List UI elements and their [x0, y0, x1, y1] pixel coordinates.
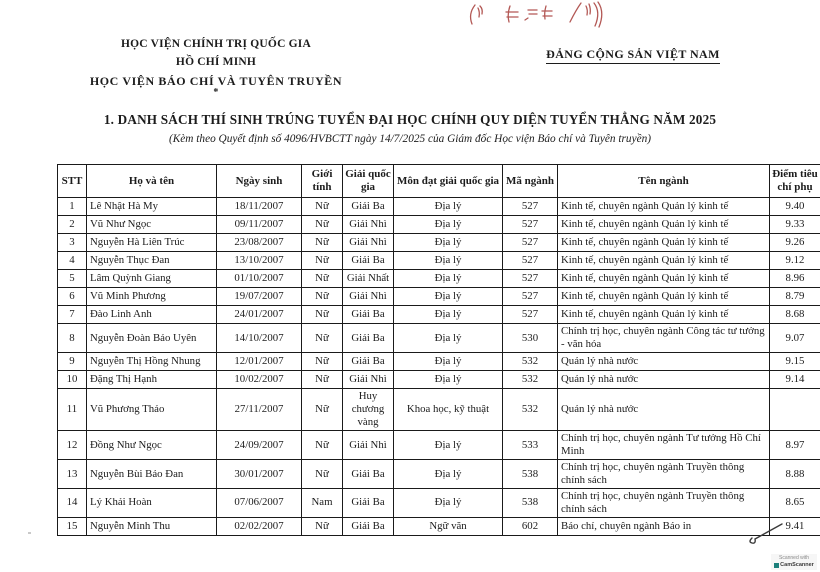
scan-speck	[28, 532, 31, 534]
cell-r12-c4: Giải Nhì	[343, 431, 394, 460]
cell-r2-c5: Địa lý	[394, 216, 503, 234]
cell-r8-c6: 530	[503, 324, 558, 353]
cell-r3-c2: 23/08/2007	[217, 234, 302, 252]
cell-r12-c5: Địa lý	[394, 431, 503, 460]
cell-r1-c2: 18/11/2007	[217, 198, 302, 216]
cell-r5-c5: Địa lý	[394, 270, 503, 288]
cell-r12-c6: 533	[503, 431, 558, 460]
cell-r14-c1: Lý Khải Hoàn	[87, 488, 217, 517]
cell-r9-c1: Nguyễn Thị Hồng Nhung	[87, 353, 217, 371]
cell-r6-c4: Giải Nhì	[343, 288, 394, 306]
column-header-7: Tên ngành	[558, 165, 770, 198]
cell-r3-c4: Giải Nhì	[343, 234, 394, 252]
table-header	[58, 165, 820, 198]
cell-r8-c0: 8	[58, 324, 87, 353]
cell-r8-c7: Chính trị học, chuyên ngành Công tác tư tưởng - văn hóa	[558, 324, 770, 353]
cell-r4-c7: Kinh tế, chuyên ngành Quản lý kinh tế	[558, 252, 770, 270]
table-row	[58, 324, 820, 353]
cell-r10-c6: 532	[503, 371, 558, 389]
cell-r4-c6: 527	[503, 252, 558, 270]
cell-r2-c6: 527	[503, 216, 558, 234]
cell-r13-c7: Chính trị học, chuyên ngành Truyền thông chính sách	[558, 460, 770, 489]
cell-r6-c6: 527	[503, 288, 558, 306]
cell-r9-c4: Giải Ba	[343, 353, 394, 371]
cell-r3-c1: Nguyễn Hà Liên Trúc	[87, 234, 217, 252]
cell-r11-c6: 532	[503, 389, 558, 431]
watermark-brand: CamScanner	[780, 561, 814, 568]
cell-r11-c5: Khoa học, kỹ thuật	[394, 389, 503, 431]
cell-r11-c8	[770, 389, 820, 431]
table-row	[58, 198, 820, 216]
org-star-separator: *	[213, 87, 219, 99]
cell-r9-c8: 9.15	[770, 353, 820, 371]
cell-r12-c0: 12	[58, 431, 87, 460]
cell-r8-c5: Địa lý	[394, 324, 503, 353]
column-header-5: Môn đạt giải quốc gia	[394, 165, 503, 198]
cell-r13-c0: 13	[58, 460, 87, 489]
table-body	[58, 198, 820, 535]
cell-r7-c0: 7	[58, 306, 87, 324]
org-name-line1: HỌC VIỆN CHÍNH TRỊ QUỐC GIA	[121, 38, 311, 50]
cell-r2-c4: Giải Nhì	[343, 216, 394, 234]
cell-r2-c1: Vũ Như Ngọc	[87, 216, 217, 234]
cell-r4-c4: Giải Ba	[343, 252, 394, 270]
cell-r14-c0: 14	[58, 488, 87, 517]
cell-r1-c1: Lê Nhật Hà My	[87, 198, 217, 216]
watermark-line2	[773, 562, 815, 569]
cell-r8-c4: Giải Ba	[343, 324, 394, 353]
cell-r4-c3: Nữ	[302, 252, 343, 270]
cell-r8-c2: 14/10/2007	[217, 324, 302, 353]
cell-r6-c7: Kinh tế, chuyên ngành Quản lý kinh tế	[558, 288, 770, 306]
cell-r1-c6: 527	[503, 198, 558, 216]
cell-r1-c3: Nữ	[302, 198, 343, 216]
cell-r12-c8: 8.97	[770, 431, 820, 460]
cell-r3-c3: Nữ	[302, 234, 343, 252]
cell-r1-c4: Giải Ba	[343, 198, 394, 216]
cell-r10-c3: Nữ	[302, 371, 343, 389]
red-handwriting-annotation	[462, 0, 622, 32]
table-row	[58, 431, 820, 460]
cell-r9-c3: Nữ	[302, 353, 343, 371]
cell-r9-c6: 532	[503, 353, 558, 371]
cell-r11-c7: Quản lý nhà nước	[558, 389, 770, 431]
cell-r2-c8: 9.33	[770, 216, 820, 234]
admitted-students-table	[57, 164, 820, 536]
cell-r13-c2: 30/01/2007	[217, 460, 302, 489]
cell-r3-c7: Kinh tế, chuyên ngành Quản lý kinh tế	[558, 234, 770, 252]
cell-r7-c4: Giải Ba	[343, 306, 394, 324]
cell-r6-c1: Vũ Minh Phương	[87, 288, 217, 306]
camscanner-logo-icon	[774, 563, 779, 568]
scanner-watermark	[771, 554, 817, 570]
cell-r2-c7: Kinh tế, chuyên ngành Quản lý kinh tế	[558, 216, 770, 234]
cell-r5-c6: 527	[503, 270, 558, 288]
party-name-header	[533, 47, 733, 62]
cell-r14-c4: Giải Ba	[343, 488, 394, 517]
cell-r1-c5: Địa lý	[394, 198, 503, 216]
cell-r9-c5: Địa lý	[394, 353, 503, 371]
table-row	[58, 517, 820, 535]
cell-r2-c2: 09/11/2007	[217, 216, 302, 234]
cell-r14-c6: 538	[503, 488, 558, 517]
cell-r15-c0: 15	[58, 517, 87, 535]
watermark-line1: Scanned with	[778, 555, 810, 562]
cell-r6-c0: 6	[58, 288, 87, 306]
cell-r4-c1: Nguyễn Thục Đan	[87, 252, 217, 270]
cell-r1-c0: 1	[58, 198, 87, 216]
cell-r14-c8: 8.65	[770, 488, 820, 517]
cell-r12-c7: Chính trị học, chuyên ngành Tư tưởng Hồ Chí Minh	[558, 431, 770, 460]
column-header-8: Điểm tiêu chí phụ	[770, 165, 820, 198]
cell-r7-c7: Kinh tế, chuyên ngành Quản lý kinh tế	[558, 306, 770, 324]
cell-r13-c8: 8.88	[770, 460, 820, 489]
cell-r5-c2: 01/10/2007	[217, 270, 302, 288]
cell-r2-c3: Nữ	[302, 216, 343, 234]
cell-r13-c5: Địa lý	[394, 460, 503, 489]
cell-r11-c1: Vũ Phương Thảo	[87, 389, 217, 431]
table-row	[58, 371, 820, 389]
column-header-3: Giới tính	[302, 165, 343, 198]
cell-r15-c5: Ngữ văn	[394, 517, 503, 535]
cell-r10-c0: 10	[58, 371, 87, 389]
cell-r5-c1: Lâm Quỳnh Giang	[87, 270, 217, 288]
table-row	[58, 234, 820, 252]
table-row	[58, 216, 820, 234]
cell-r6-c8: 8.79	[770, 288, 820, 306]
cell-r3-c6: 527	[503, 234, 558, 252]
table-row	[58, 488, 820, 517]
cell-r10-c2: 10/02/2007	[217, 371, 302, 389]
cell-r15-c6: 602	[503, 517, 558, 535]
cell-r7-c6: 527	[503, 306, 558, 324]
column-header-2: Ngày sinh	[217, 165, 302, 198]
cell-r15-c8: 9.41	[770, 517, 820, 535]
cell-r13-c4: Giải Ba	[343, 460, 394, 489]
cell-r1-c8: 9.40	[770, 198, 820, 216]
cell-r7-c5: Địa lý	[394, 306, 503, 324]
cell-r5-c4: Giải Nhất	[343, 270, 394, 288]
cell-r10-c8: 9.14	[770, 371, 820, 389]
column-header-1: Họ và tên	[87, 165, 217, 198]
cell-r11-c3: Nữ	[302, 389, 343, 431]
cell-r8-c1: Nguyễn Đoàn Bảo Uyên	[87, 324, 217, 353]
column-header-0: STT	[58, 165, 87, 198]
cell-r4-c8: 9.12	[770, 252, 820, 270]
cell-r14-c7: Chính trị học, chuyên ngành Truyền thông chính sách	[558, 488, 770, 517]
cell-r6-c2: 19/07/2007	[217, 288, 302, 306]
cell-r11-c0: 11	[58, 389, 87, 431]
column-header-4: Giải quốc gia	[343, 165, 394, 198]
cell-r12-c2: 24/09/2007	[217, 431, 302, 460]
table-row	[58, 252, 820, 270]
cell-r9-c2: 12/01/2007	[217, 353, 302, 371]
cell-r11-c4: Huy chương vàng	[343, 389, 394, 431]
cell-r10-c7: Quản lý nhà nước	[558, 371, 770, 389]
cell-r10-c4: Giải Nhì	[343, 371, 394, 389]
pen-stroke-mark	[744, 520, 790, 546]
cell-r15-c1: Nguyễn Minh Thu	[87, 517, 217, 535]
cell-r14-c5: Địa lý	[394, 488, 503, 517]
cell-r15-c7: Báo chí, chuyên ngành Báo in	[558, 517, 770, 535]
cell-r3-c0: 3	[58, 234, 87, 252]
cell-r13-c1: Nguyễn Bùi Bảo Đan	[87, 460, 217, 489]
cell-r6-c3: Nữ	[302, 288, 343, 306]
cell-r10-c1: Đặng Thị Hạnh	[87, 371, 217, 389]
cell-r4-c0: 4	[58, 252, 87, 270]
org-name-line3: HỌC VIỆN BÁO CHÍ VÀ TUYÊN TRUYỀN	[89, 73, 343, 88]
cell-r15-c3: Nữ	[302, 517, 343, 535]
cell-r5-c7: Kinh tế, chuyên ngành Quản lý kinh tế	[558, 270, 770, 288]
cell-r5-c0: 5	[58, 270, 87, 288]
party-name-text: ĐẢNG CỘNG SẢN VIỆT NAM	[546, 47, 720, 64]
cell-r14-c3: Nam	[302, 488, 343, 517]
table-row	[58, 389, 820, 431]
cell-r15-c2: 02/02/2007	[217, 517, 302, 535]
cell-r11-c2: 27/11/2007	[217, 389, 302, 431]
cell-r10-c5: Địa lý	[394, 371, 503, 389]
issuing-organization-header	[68, 36, 364, 99]
cell-r3-c5: Địa lý	[394, 234, 503, 252]
cell-r5-c3: Nữ	[302, 270, 343, 288]
cell-r15-c4: Giải Ba	[343, 517, 394, 535]
table-row	[58, 353, 820, 371]
cell-r14-c2: 07/06/2007	[217, 488, 302, 517]
table-row	[58, 460, 820, 489]
cell-r9-c7: Quản lý nhà nước	[558, 353, 770, 371]
cell-r4-c2: 13/10/2007	[217, 252, 302, 270]
column-header-6: Mã ngành	[503, 165, 558, 198]
table-header-row	[58, 165, 820, 198]
table-row	[58, 288, 820, 306]
cell-r7-c3: Nữ	[302, 306, 343, 324]
cell-r13-c6: 538	[503, 460, 558, 489]
cell-r2-c0: 2	[58, 216, 87, 234]
cell-r6-c5: Địa lý	[394, 288, 503, 306]
table-row	[58, 306, 820, 324]
cell-r9-c0: 9	[58, 353, 87, 371]
table-row	[58, 270, 820, 288]
cell-r7-c8: 8.68	[770, 306, 820, 324]
cell-r12-c3: Nữ	[302, 431, 343, 460]
cell-r7-c2: 24/01/2007	[217, 306, 302, 324]
cell-r8-c8: 9.07	[770, 324, 820, 353]
cell-r8-c3: Nữ	[302, 324, 343, 353]
cell-r1-c7: Kinh tế, chuyên ngành Quản lý kinh tế	[558, 198, 770, 216]
document-subtitle: (Kèm theo Quyết định số 4096/HVBCTT ngày 14/7/2025 của Giám đốc Học viện Báo chí và Tuyên truyền)	[168, 133, 652, 145]
cell-r4-c5: Địa lý	[394, 252, 503, 270]
cell-r13-c3: Nữ	[302, 460, 343, 489]
cell-r7-c1: Đào Linh Anh	[87, 306, 217, 324]
cell-r12-c1: Đồng Như Ngọc	[87, 431, 217, 460]
org-name-line2: HỒ CHÍ MINH	[175, 55, 257, 68]
cell-r3-c8: 9.26	[770, 234, 820, 252]
document-title: 1. DANH SÁCH THÍ SINH TRÚNG TUYỂN ĐẠI HỌC CHÍNH QUY DIỆN TUYỂN THẲNG NĂM 2025	[103, 112, 717, 127]
cell-r5-c8: 8.96	[770, 270, 820, 288]
